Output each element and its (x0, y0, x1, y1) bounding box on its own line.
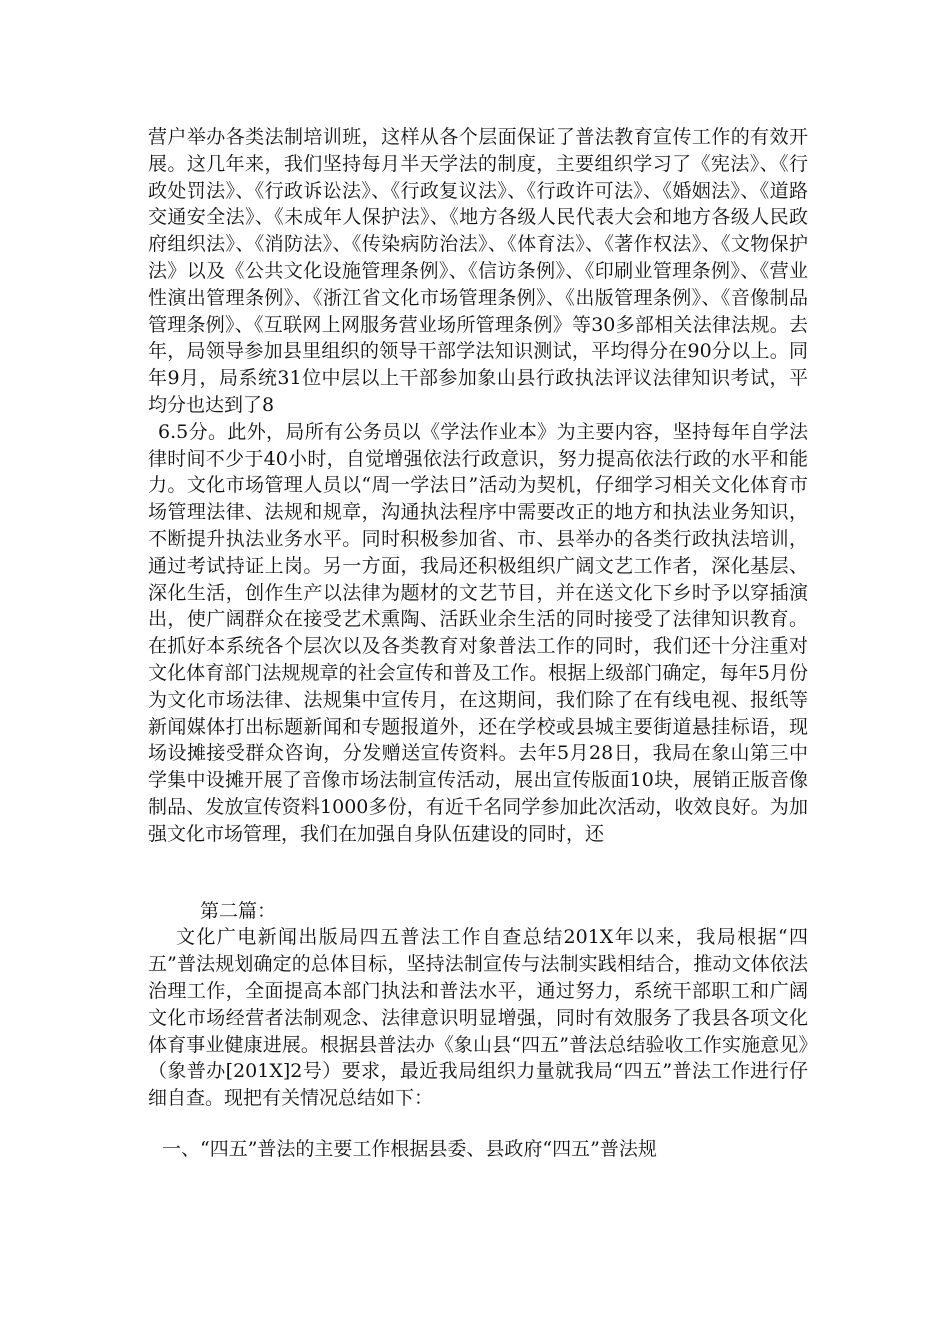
paragraph-gap-2 (148, 1112, 808, 1136)
body-paragraph-2: 6.5分。此外，局所有公务员以《学法作业本》为主要内容，坚持每年自学法律时间不少于40小时，自觉增强依法行政意识，努力提高依法行政的水平和能力。文化市场管理人员以“周一学法日”活动为契机，仔细学习相关文化体育市场管理法律、法规和规章，沟通执法程序中需要改正的地方和执法业务知识，不断提升执法业务水平。同时积极参加省、市、县举办的各类行政执法培训，通过考试持证上岗。另一方面，我局还积极组织广阔文艺工作者，深化基层、深化生活，创作生产以法律为题材的文艺节目，并在送文化下乡时予以穿插演出，使广阔群众在接受艺术熏陶、活跃业余生活的同时接受了法律知识教育。在抓好本系统各个层次以及各类教育对象普法工作的同时，我们还十分注重对文化体育部门法规规章的社会宣传和普及工作。根据上级部门确定，每年5月份为文化市场法律、法规集中宣传月，在这期间，我们除了在有线电视、报纸等新闻媒体打出标题新闻和专题报道外，还在学校或县城主要街道悬挂标语，现场设摊接受群众咨询，分发赠送宣传资料。去年5月28日，我局在象山第三中学集中设摊开展了音像市场法制宣传活动，展出宣传版面10块，展销正版音像制品、发放宣传资料1000多份，有近千名同学参加此次活动，收效良好。为加强文化市场管理，我们在加强自身队伍建设的同时，还 (148, 420, 808, 845)
paragraph-gap (148, 848, 808, 898)
document-page (148, 124, 808, 1163)
body-paragraph-1: 营户举办各类法制培训班，这样从各个层面保证了普法教育宣传工作的有效开展。这几年来，我们坚持每月半天学法的制度，主要组织学习了《宪法》、《行政处罚法》、《行政诉讼法》、《行政复议法》、《行政许可法》、《婚姻法》、《道路交通安全法》、《未成年人保护法》、《地方各级人民代表大会和地方各级人民政府组织法》、《消防法》、《传染病防治法》、《体育法》、《著作权法》、《文物保护法》以及《公共文化设施管理条例》、《信访条例》、《印刷业管理条例》、《营业性演出管理条例》、《浙江省文化市场管理条例》、《出版管理条例》、《音像制品管理条例》、《互联网上网服务营业场所管理条例》等30多部相关法律法规。去年，局领导参加县里组织的领导干部学法知识测试，平均得分在90分以上。同年9月，局系统31位中层以上干部参加象山县行政执法评议法律知识考试，平均分也达到了8 (148, 126, 808, 416)
body-paragraph-3: 文化广电新闻出版局四五普法工作自查总结201X年以来，我局根据“四五”普法规划确定的总体目标，坚持法制宣传与法制实践相结合，推动文体依法治理工作，全面提高本部门执法和普法水平，通过努力，系统干部职工和广阔文化市场经营者法制观念、法律意识明显增强，同时有效服务了我县各项文化体育事业健康进展。根据县普法办《象山县“四五”普法总结验收工作实施意见》（象普办[201X]2号）要求，最近我局组织力量就我局“四五”普法工作进行仔细自查。现把有关情况总结如下： (148, 926, 808, 1110)
section-one-heading: 一、“四五”普法的主要工作根据县委、县政府“四五”普法规 (162, 1137, 657, 1160)
section-heading-second: 第二篇： (200, 899, 277, 922)
